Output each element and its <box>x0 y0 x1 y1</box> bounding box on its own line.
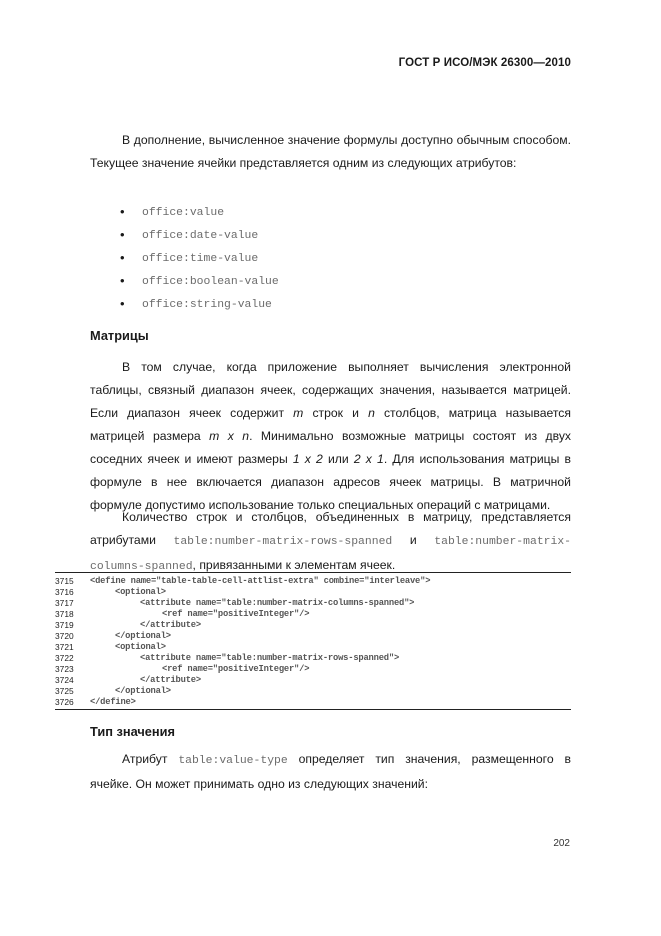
line-number: 3717 <box>55 598 74 608</box>
text-run: определяет тип значения, размещенного в ячейке. Он может принимать одно из следующих значений: <box>90 752 571 791</box>
list-item <box>120 223 279 246</box>
bullet-icon: • <box>120 250 125 265</box>
value-type-paragraph <box>90 748 571 796</box>
code-text: </attribute> <box>140 620 201 630</box>
intro-paragraph <box>90 129 571 175</box>
line-number: 3725 <box>55 686 74 696</box>
matrix-attributes-paragraph <box>90 506 571 579</box>
line-number: 3718 <box>55 609 74 619</box>
text-run: . Минимально возможные матрицы состоят из двух соседних ячеек и имеют размеры <box>90 429 572 466</box>
attribute-name: office:boolean-value <box>142 276 279 288</box>
line-number: 3715 <box>55 576 74 586</box>
document-header: ГОСТ Р ИСО/МЭК 26300—2010 <box>398 57 571 69</box>
attribute-name: office:date-value <box>142 230 259 242</box>
attribute-list <box>120 200 279 315</box>
attribute-name: table:number-matrix-rows-spanned <box>173 536 393 548</box>
line-number: 3722 <box>55 653 74 663</box>
list-item <box>120 200 279 223</box>
text-run: Количество строк и столбцов, объединенных в матрицу, представляется атрибутами <box>90 510 571 547</box>
text-run: В том случае, когда приложение выполняет вычисления электронной таблицы, связный диапазон ячеек, содержащих значения, называется матрицей. Если диапазон ячеек содержит <box>90 360 571 420</box>
code-listing <box>55 572 571 710</box>
code-text: </optional> <box>115 631 171 641</box>
bullet-icon: • <box>120 204 125 219</box>
code-text: <define name="table-table-cell-attlist-extra" combine="interleave"> <box>90 576 431 586</box>
list-item <box>120 292 279 315</box>
attribute-name: office:time-value <box>142 253 259 265</box>
line-number: 3724 <box>55 675 74 685</box>
section-heading-matrices: Матрицы <box>90 328 149 343</box>
code-text: <ref name="positiveInteger"/> <box>162 609 310 619</box>
line-number: 3726 <box>55 697 74 707</box>
line-number: 3723 <box>55 664 74 674</box>
code-text: </attribute> <box>140 675 201 685</box>
text-run: и <box>392 533 435 547</box>
intro-text: В дополнение, вычисленное значение формулы доступно обычным способом. Текущее значение ячейки представляется одним из следующих атрибутов: <box>90 133 571 170</box>
matrices-paragraph <box>90 356 571 517</box>
text-run: . Для использования матрицы в формуле в нее включается диапазон адресов ячеек матрицы. В матричной формуле допустимо использование только специальных операций с матрицами. <box>90 452 571 512</box>
code-text: </define> <box>90 697 136 707</box>
attribute-name: table:number-matrix-columns-spanned <box>90 536 571 573</box>
code-text: <optional> <box>115 587 166 597</box>
code-text: <ref name="positiveInteger"/> <box>162 664 310 674</box>
text-run: m <box>293 406 304 420</box>
line-number: 3716 <box>55 587 74 597</box>
bullet-icon: • <box>120 296 125 311</box>
bullet-icon: • <box>120 273 125 288</box>
list-item <box>120 246 279 269</box>
text-run: n <box>368 406 375 420</box>
section-heading-value-type: Тип значения <box>90 724 175 739</box>
text-run: Атрибут <box>122 752 179 766</box>
text-run: 2 x 1 <box>353 452 384 466</box>
attribute-name: table:value-type <box>178 755 288 767</box>
attribute-name: office:string-value <box>142 299 272 311</box>
text-run: или <box>322 452 354 466</box>
list-item <box>120 269 279 292</box>
code-text: <optional> <box>115 642 166 652</box>
line-number: 3719 <box>55 620 74 630</box>
line-number: 3720 <box>55 631 74 641</box>
text-run: строк и <box>303 406 369 420</box>
page-number: 202 <box>553 838 570 849</box>
text-run: , привязанными к элементам ячеек. <box>192 558 396 572</box>
code-text: </optional> <box>115 686 171 696</box>
text-run: столбцов, матрица называется матрицей размера <box>90 406 571 443</box>
text-run: m x n <box>209 429 250 443</box>
attribute-name: office:value <box>142 207 225 219</box>
bullet-icon: • <box>120 227 125 242</box>
code-text: <attribute name="table:number-matrix-columns-spanned"> <box>140 598 415 608</box>
code-text: <attribute name="table:number-matrix-rows-spanned"> <box>140 653 400 663</box>
line-number: 3721 <box>55 642 74 652</box>
text-run: 1 x 2 <box>292 452 323 466</box>
